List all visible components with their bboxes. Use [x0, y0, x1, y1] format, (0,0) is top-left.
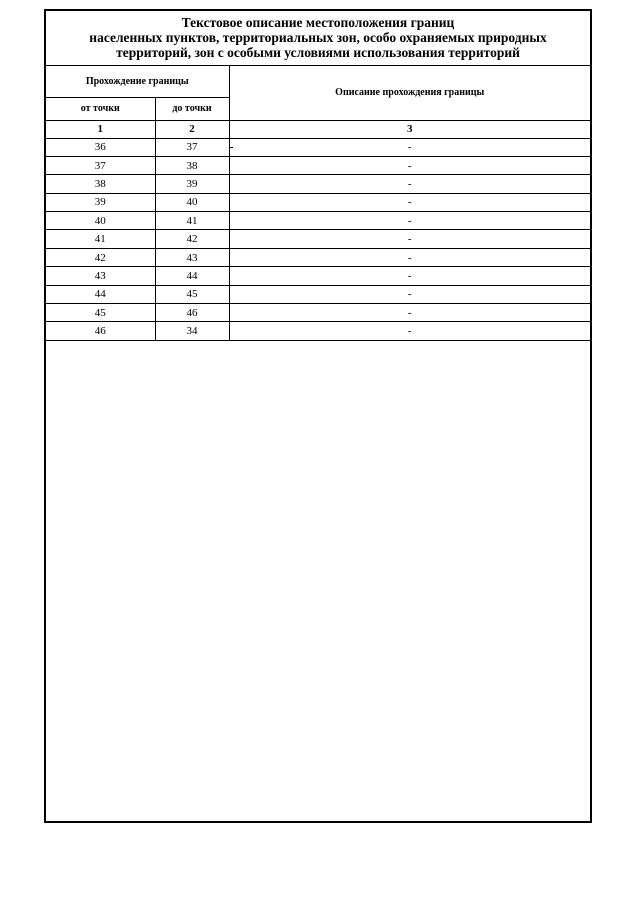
document-title — [46, 11, 590, 66]
description-cell: - — [229, 193, 590, 211]
description-cell: - — [229, 156, 590, 174]
from-point-cell: 40 — [46, 212, 155, 230]
to-point-cell: 44 — [155, 267, 229, 285]
title-line: населенных пунктов, территориальных зон, особо охраняемых природных — [89, 30, 547, 45]
from-point-header: от точки — [46, 97, 155, 120]
table-row — [46, 267, 590, 285]
column-number: 3 — [229, 120, 590, 138]
from-point-cell: 41 — [46, 230, 155, 248]
table-row — [46, 248, 590, 266]
column-number: 2 — [155, 120, 229, 138]
description-cell: - — [229, 322, 590, 340]
from-point-cell: 37 — [46, 156, 155, 174]
to-point-cell: 42 — [155, 230, 229, 248]
to-point-cell: 39 — [155, 175, 229, 193]
to-point-cell: 43 — [155, 248, 229, 266]
table-row — [46, 322, 590, 340]
to-point-cell: 38 — [155, 156, 229, 174]
from-point-cell: 39 — [46, 193, 155, 211]
title-line: Текстовое описание местоположения границ — [181, 15, 455, 30]
column-number: 1 — [46, 120, 155, 138]
table-row — [46, 193, 590, 211]
description-cell: - — [229, 212, 590, 230]
from-point-cell: 46 — [46, 322, 155, 340]
from-point-cell: 36 — [46, 138, 155, 156]
document-frame — [44, 9, 592, 823]
description-cell: - — [229, 175, 590, 193]
description-cell: - — [229, 230, 590, 248]
to-point-cell: 40 — [155, 193, 229, 211]
table-row — [46, 212, 590, 230]
to-point-header: до точки — [155, 97, 229, 120]
column-number-row — [46, 120, 590, 138]
from-point-cell: 38 — [46, 175, 155, 193]
table-row — [46, 304, 590, 322]
description-text: - — [407, 141, 412, 154]
from-point-cell: 45 — [46, 304, 155, 322]
description-cell — [229, 138, 590, 156]
to-point-cell: 37 — [155, 138, 229, 156]
description-cell: - — [229, 285, 590, 303]
to-point-cell: 34 — [155, 322, 229, 340]
to-point-cell: 46 — [155, 304, 229, 322]
table-row — [46, 138, 590, 156]
from-point-cell: 42 — [46, 248, 155, 266]
boundary-table — [46, 66, 590, 341]
from-point-cell: 43 — [46, 267, 155, 285]
table-row — [46, 230, 590, 248]
table-row — [46, 175, 590, 193]
description-cell: - — [229, 248, 590, 266]
description-header: Описание прохождения границы — [229, 66, 590, 120]
boundary-passage-header: Прохождение границы — [46, 66, 229, 97]
description-cell: - — [229, 267, 590, 285]
from-point-cell: 44 — [46, 285, 155, 303]
to-point-cell: 45 — [155, 285, 229, 303]
to-point-cell: 41 — [155, 212, 229, 230]
stray-tick-mark — [230, 147, 233, 148]
table-row — [46, 156, 590, 174]
title-line: территорий, зон с особыми условиями использования территорий — [116, 45, 520, 60]
description-cell: - — [229, 304, 590, 322]
table-row — [46, 285, 590, 303]
